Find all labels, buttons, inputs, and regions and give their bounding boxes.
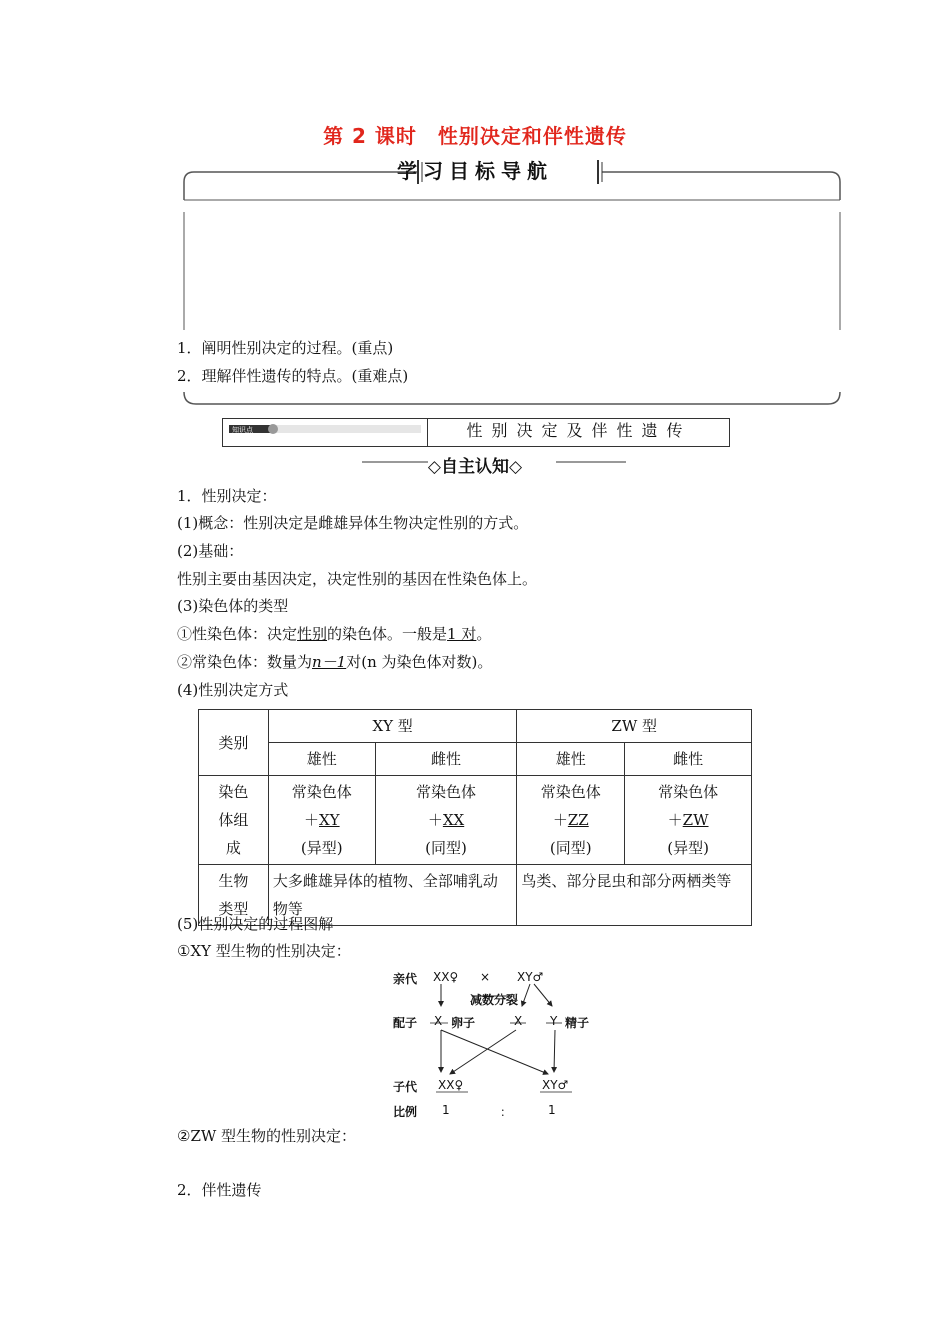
goals-frame: [0, 0, 950, 420]
blank-answer: 1 对: [447, 625, 477, 643]
diagram-label: 精子: [565, 1016, 590, 1030]
diagram-node: Y: [550, 1014, 558, 1028]
table-cell: 鸟类、部分昆虫和部分两栖类等: [517, 865, 752, 926]
diagram-label: 减数分裂: [470, 993, 519, 1007]
text-line: (3)染色体的类型: [177, 597, 289, 615]
table-cell: 雌性: [375, 743, 517, 776]
diagram-label: 亲代: [393, 972, 418, 986]
text-line: (4)性别决定方式: [177, 681, 289, 699]
table-cell: 常染色体 ＋ZW (异型): [625, 776, 752, 865]
diagram-label: 卵子: [451, 1016, 476, 1030]
table-cell: 雄性: [268, 743, 375, 776]
diagram-node: ×: [480, 970, 491, 984]
diagram-node: XY♂: [542, 1078, 569, 1092]
table-cell: 常染色体 ＋XX (同型): [375, 776, 517, 865]
table-cell: 常染色体 ＋ZZ (同型): [517, 776, 625, 865]
table-row-label: 染色 体组 成: [199, 776, 269, 865]
diagram-node: X: [514, 1014, 523, 1028]
text-line: (1)概念：性别决定是雌雄异体生物决定性别的方式。: [177, 514, 529, 532]
blank-answer: 性别: [297, 625, 328, 643]
blank-answer: n－1: [312, 653, 347, 671]
table-row-label: 生物 类型: [199, 865, 269, 926]
section-heading: ◇自主认知◇: [427, 457, 523, 477]
diagram-label: 配子: [393, 1016, 418, 1030]
diagram-label: 子代: [393, 1080, 418, 1094]
diagram-node: XY♂: [517, 970, 544, 984]
goals-banner: 学习目标导航: [397, 159, 553, 183]
knowledge-point-tag: [223, 419, 428, 446]
sex-determination-table: [198, 709, 752, 926]
text-line: 2．伴性遗传: [177, 1181, 262, 1199]
knowledge-point-topic: 性别决定及伴性遗传: [466, 421, 692, 440]
diagram-ratio: 1: [548, 1103, 556, 1117]
text-line: ②常染色体：数量为n－1对(n 为染色体对数)。: [177, 653, 493, 671]
text-line: ②ZW 型生物的性别决定：: [177, 1127, 357, 1145]
goal-2: 2．理解伴性遗传的特点。(重难点): [177, 367, 409, 385]
diagram-ratio: ：: [500, 1105, 513, 1119]
text-line: (5)性别决定的过程图解: [177, 915, 334, 933]
table-header: ZW 型: [517, 710, 752, 743]
text-line: 性别主要由基因决定，决定性别的基因在性染色体上。: [177, 570, 538, 588]
goal-1: 1．阐明性别决定的过程。(重点): [177, 339, 394, 357]
table-cell: 大多雌雄异体的植物、全部哺乳动物等: [268, 865, 517, 926]
diagram-node: X: [434, 1014, 443, 1028]
diagram-ratio: 1: [442, 1103, 450, 1117]
page-title: 第 2 课时 性别决定和伴性遗传: [323, 124, 627, 148]
diagram-label: 比例: [393, 1105, 418, 1119]
knowledge-point-tag-text: 知识点: [232, 426, 253, 434]
diagram-node: XX♀: [433, 970, 459, 984]
text-line: (2)基础：: [177, 542, 244, 560]
text-line: ①XY 型生物的性别决定：: [177, 942, 351, 960]
text-line: 1．性别决定：: [177, 487, 277, 505]
knowledge-point-box: [222, 418, 730, 447]
table-cell: 雌性: [625, 743, 752, 776]
table-cell: 雄性: [517, 743, 625, 776]
text-line: ①性染色体：决定性别的染色体。一般是1 对。: [177, 625, 492, 643]
table-header: XY 型: [268, 710, 517, 743]
diagram-node: XX♀: [438, 1078, 464, 1092]
table-header: 类别: [199, 710, 269, 776]
table-cell: 常染色体 ＋XY (异型): [268, 776, 375, 865]
